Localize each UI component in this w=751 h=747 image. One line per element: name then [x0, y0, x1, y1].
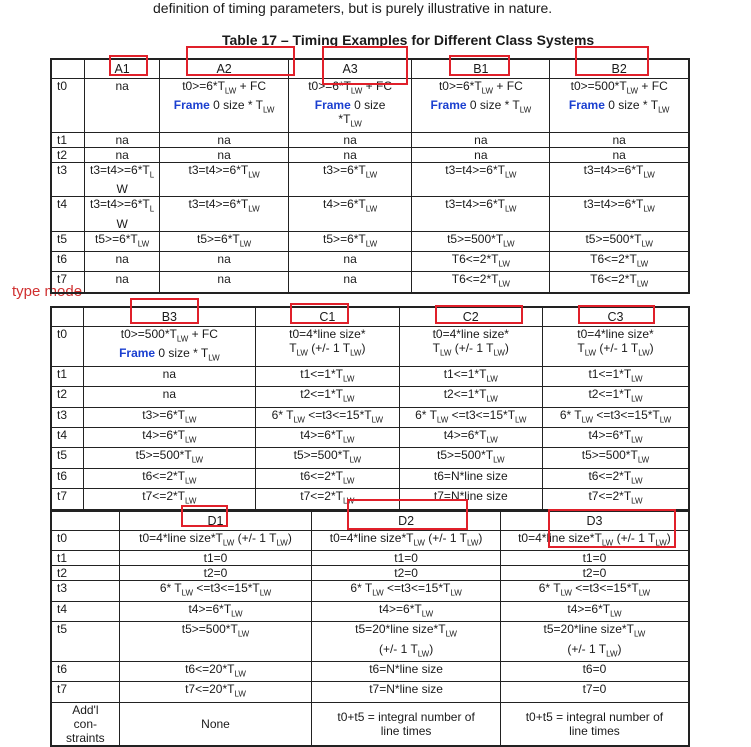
constraints-label: Add'l con- straints: [51, 702, 119, 746]
row-label-t2: t2: [51, 147, 84, 162]
table-cell: $t6<=20*T_{LW}$: [119, 661, 312, 681]
header-corner-cell: [51, 307, 83, 327]
row-label-t0: t0: [51, 531, 119, 551]
row-label-t1: t1: [51, 366, 83, 386]
column-header-d1: D1: [119, 511, 312, 531]
table-cell: $t7<=2*T_{LW}$: [256, 489, 399, 510]
table-cell: $t0>=500*T_{LW}$ + FC Frame 0 size * $T_{LW}$: [550, 79, 689, 133]
column-header-a2: A2: [160, 59, 289, 79]
table-cell: $t3=t4>=6*T_L$ W: [84, 162, 159, 196]
constraints-cell: t0+t5 = integral number of line times: [500, 702, 689, 746]
timing-table-a-b: [50, 58, 690, 294]
table-row: [51, 427, 689, 447]
table-cell: $T6<=2*T_{LW}$: [412, 272, 550, 293]
header-corner-cell: [51, 511, 119, 531]
table-row: [51, 366, 689, 386]
table-cell: t0=4*line $size*T_{LW}$ (+/- 1 $T_{LW}$): [500, 531, 689, 551]
frame-keyword: Frame: [314, 98, 351, 113]
table-cell: $t7<=2*T_{LW}$: [543, 489, 690, 510]
table-cell: t5=20*line $size*T_{LW}$ (+/- 1 $T_{LW}$): [312, 622, 501, 662]
table-cell: t2=0: [312, 566, 501, 581]
table-cell: t0=4*line size* $T_{LW}$ (+/- 1 $T_{LW}$): [543, 327, 690, 367]
column-header-a3: A3: [288, 59, 411, 79]
type-mode-annotation: type mode: [12, 283, 83, 300]
table-cell: 6* $T_{LW} <=t3<=15*T_{LW}$: [312, 581, 501, 601]
column-header-c3: C3: [543, 307, 690, 327]
table-cell: $t5>=500*T_{LW}$: [119, 622, 312, 662]
table-cell: $t7<=2*T_{LW}$: [83, 489, 256, 510]
table-cell: $t4>=6*T_{LW}$: [543, 427, 690, 447]
column-header-b3: B3: [83, 307, 256, 327]
table-cell: $t3=t4>=6*T_{LW}$: [412, 197, 550, 231]
column-header-a1: A1: [84, 59, 159, 79]
highlight-box-d2: [347, 499, 468, 530]
highlight-box-c3: [578, 305, 655, 324]
table-cell: t1=0: [119, 551, 312, 566]
highlight-box-d3: [548, 509, 676, 548]
table-cell: na: [288, 132, 411, 147]
table-cell: $t3>=6*T_{LW}$: [83, 407, 256, 427]
table-cell: $t2<=1*T_{LW}$: [543, 387, 690, 407]
row-label-t5: t5: [51, 448, 83, 468]
table-row: [51, 147, 689, 162]
frame-keyword: Frame: [173, 98, 210, 113]
table-cell: $t4>=6*T_{LW}$: [500, 601, 689, 621]
header-corner-cell: [51, 59, 84, 79]
table-cell: na: [84, 251, 159, 271]
table-cell: 6* $T_{LW} <=t3<=15*T_{LW}$: [500, 581, 689, 601]
table-cell: na: [160, 147, 289, 162]
table-cell: na: [84, 132, 159, 147]
table-cell: $t0>=6*T_{LW}$ + FC Frame 0 size $*T_{LW}$: [288, 79, 411, 133]
table-cell: $t5>=500*T_{LW}$: [550, 231, 689, 251]
column-header-c2: C2: [399, 307, 542, 327]
table-row: [51, 231, 689, 251]
frame-keyword: Frame: [119, 346, 156, 361]
table-cell: t6=0: [500, 661, 689, 681]
row-label-t7: t7: [51, 682, 119, 702]
table-caption: Table 17 – Timing Examples for Different Class Systems: [222, 32, 595, 48]
row-label-t6: t6: [51, 251, 84, 271]
row-label-t4: t4: [51, 601, 119, 621]
row-label-t3: t3: [51, 581, 119, 601]
constraints-cell: None: [119, 702, 312, 746]
table-cell: $t3=t4>=6*T_{LW}$: [550, 197, 689, 231]
table-cell: $t1<=1*T_{LW}$: [543, 366, 690, 386]
frame-keyword: Frame: [568, 98, 605, 113]
column-header-b1: B1: [412, 59, 550, 79]
highlight-box-a3: [322, 46, 408, 85]
intro-text: definition of timing parameters, but is purely illustrative in nature.: [153, 0, 553, 16]
row-label-t1: t1: [51, 132, 84, 147]
row-label-t2: t2: [51, 387, 83, 407]
table-row: [51, 387, 689, 407]
table-row: [51, 79, 689, 133]
table-cell: $t1<=1*T_{LW}$: [399, 366, 542, 386]
table-cell: $t3=t4>=6*T_{LW}$: [550, 162, 689, 196]
table-cell: t0=4*line size* $T_{LW}$ (+/- 1 $T_{LW}$): [399, 327, 542, 367]
highlight-box-a2: [186, 46, 295, 76]
table-cell: $t3=t4>=6*T_{LW}$: [412, 162, 550, 196]
table-cell: $t4>=6*T_{LW}$: [312, 601, 501, 621]
table-cell: $t5>=6*T_{LW}$: [160, 231, 289, 251]
table-cell: $t3>=6*T_{LW}$: [288, 162, 411, 196]
column-header-c1: C1: [256, 307, 399, 327]
table-row: [51, 197, 689, 231]
table-cell: $t6<=2*T_{LW}$: [543, 468, 690, 488]
table-cell: $t4>=6*T_{LW}$: [83, 427, 256, 447]
table-cell: na: [83, 366, 256, 386]
highlight-box-b3: [130, 298, 199, 324]
highlight-box-b2: [575, 46, 649, 76]
table-cell: $t5>=500*T_{LW}$: [83, 448, 256, 468]
table-cell: t6=N*line size: [312, 661, 501, 681]
row-label-t6: t6: [51, 468, 83, 488]
table-cell: na: [412, 132, 550, 147]
table-cell: t5=20*line $size*T_{LW}$ (+/- 1 $T_{LW}$): [500, 622, 689, 662]
row-label-t2: t2: [51, 566, 119, 581]
row-label-t7: t7: [51, 489, 83, 510]
column-header-d2: D2: [312, 511, 501, 531]
table-cell: t7=N*line size: [399, 489, 542, 510]
table-cell: na: [160, 272, 289, 293]
table-row: [51, 661, 689, 681]
table-cell: $t3=t4>=6*T_L$ W: [84, 197, 159, 231]
row-label-t7: t7: [51, 272, 84, 293]
table-cell: $t0>=500*T_{LW}$ + FC Frame 0 size * $T_{LW}$: [83, 327, 256, 367]
table-cell: t1=0: [312, 551, 501, 566]
row-label-t4: t4: [51, 197, 84, 231]
table-cell: na: [550, 132, 689, 147]
table-cell: t2=0: [500, 566, 689, 581]
constraints-row: [51, 702, 689, 746]
table-cell: 6* $T_{LW} <=t3<=15*T_{LW}$: [119, 581, 312, 601]
table-row: [51, 468, 689, 488]
table-cell: t7=N*line size: [312, 682, 501, 702]
table-cell: na: [84, 147, 159, 162]
table-cell: $t1<=1*T_{LW}$: [256, 366, 399, 386]
table-cell: na: [288, 251, 411, 271]
table-cell: $t5>=500*T_{LW}$: [256, 448, 399, 468]
table-row: [51, 272, 689, 293]
table-row: [51, 622, 689, 662]
table-cell: $t0>=6*T_{LW}$ + FC Frame 0 size * $T_{LW}$: [412, 79, 550, 133]
table-cell: $t3=t4>=6*T_{LW}$: [160, 162, 289, 196]
table-cell: $t6<=2*T_{LW}$: [256, 468, 399, 488]
highlight-box-d1: [181, 505, 228, 527]
table-row: [51, 551, 689, 566]
table-cell: $t4>=6*T_{LW}$: [288, 197, 411, 231]
row-label-t3: t3: [51, 162, 84, 196]
row-label-t0: t0: [51, 79, 84, 133]
table-cell: $t3=t4>=6*T_{LW}$: [160, 197, 289, 231]
table-cell: na: [84, 272, 159, 293]
table-row: [51, 682, 689, 702]
table-cell: $t4>=6*T_{LW}$: [256, 427, 399, 447]
table-cell: 6* $T_{LW} <=t3<=15*T_{LW}$: [399, 407, 542, 427]
table-row: [51, 327, 689, 367]
table-cell: na: [412, 147, 550, 162]
table-cell: na: [160, 132, 289, 147]
row-label-t4: t4: [51, 427, 83, 447]
table-cell: $T6<=2*T_{LW}$: [550, 251, 689, 271]
table-cell: $t5>=6*T_{LW}$: [288, 231, 411, 251]
table-cell: $t5>=6*T_{LW}$: [84, 231, 159, 251]
row-label-t1: t1: [51, 551, 119, 566]
row-label-t5: t5: [51, 622, 119, 662]
table-cell: t0=4*line size* $T_{LW}$ (+/- 1 $T_{LW}$): [256, 327, 399, 367]
table-cell: 6* $T_{LW} <=t3<=15*T_{LW}$: [543, 407, 690, 427]
highlight-box-b1: [449, 55, 510, 76]
highlight-box-c2: [435, 305, 523, 324]
frame-keyword: Frame: [430, 98, 467, 113]
row-label-t6: t6: [51, 661, 119, 681]
table-cell: na: [84, 79, 159, 133]
table-cell: t7=0: [500, 682, 689, 702]
table-row: [51, 448, 689, 468]
table-cell: t0=4*line $size*T_{LW}$ (+/- 1 $T_{LW}$): [312, 531, 501, 551]
table-cell: $t2<=1*T_{LW}$: [399, 387, 542, 407]
table-cell: $t0>=6*T_{LW}$ + FC Frame 0 size * $T_{LW}$: [160, 79, 289, 133]
table-cell: na: [288, 147, 411, 162]
row-label-t5: t5: [51, 231, 84, 251]
table-cell: na: [83, 387, 256, 407]
table-cell: na: [160, 251, 289, 271]
table-cell: $t7<=20*T_{LW}$: [119, 682, 312, 702]
column-header-b2: B2: [550, 59, 689, 79]
table-row: [51, 581, 689, 601]
table-row: [51, 601, 689, 621]
table-cell: $T6<=2*T_{LW}$: [550, 272, 689, 293]
table-row: [51, 162, 689, 196]
row-label-t3: t3: [51, 407, 83, 427]
row-label-t0: t0: [51, 327, 83, 367]
table-cell: t0=4*line $size*T_{LW}$ (+/- 1 $T_{LW}$): [119, 531, 312, 551]
table-row: [51, 407, 689, 427]
table-cell: t2=0: [119, 566, 312, 581]
table-cell: $t4>=6*T_{LW}$: [399, 427, 542, 447]
table-cell: 6* $T_{LW} <=t3<=15*T_{LW}$: [256, 407, 399, 427]
table-row: [51, 566, 689, 581]
timing-table-b3-c: [50, 306, 690, 511]
table-cell: $T6<=2*T_{LW}$: [412, 251, 550, 271]
highlight-box-a1: [109, 55, 148, 76]
table-cell: t1=0: [500, 551, 689, 566]
table-cell: na: [288, 272, 411, 293]
table-cell: t6=N*line size: [399, 468, 542, 488]
table-row: [51, 132, 689, 147]
highlight-box-c1: [290, 303, 349, 324]
table-cell: na: [550, 147, 689, 162]
table-cell: $t5>=500*T_{LW}$: [412, 231, 550, 251]
table-cell: $t4>=6*T_{LW}$: [119, 601, 312, 621]
table-cell: $t5>=500*T_{LW}$: [543, 448, 690, 468]
table-row: [51, 251, 689, 271]
constraints-cell: t0+t5 = integral number of line times: [312, 702, 501, 746]
column-header-d3: D3: [500, 511, 689, 531]
table-cell: $t5>=500*T_{LW}$: [399, 448, 542, 468]
table-cell: $t6<=2*T_{LW}$: [83, 468, 256, 488]
table-cell: $t2<=1*T_{LW}$: [256, 387, 399, 407]
